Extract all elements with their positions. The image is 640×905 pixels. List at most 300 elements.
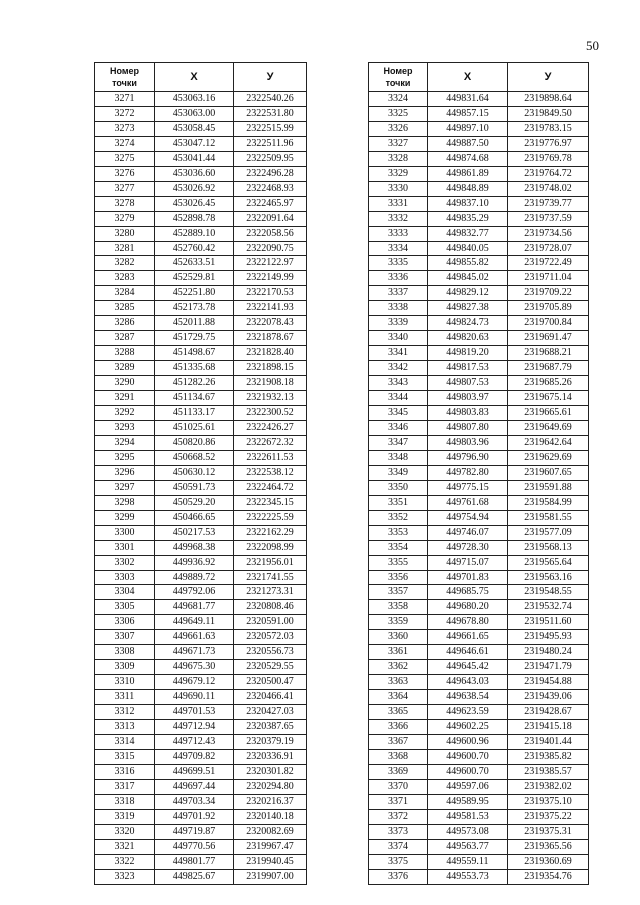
- y-coordinate-cell: 2320500.47: [234, 675, 307, 690]
- x-coordinate-cell: 449820.63: [428, 331, 508, 346]
- point-number-cell: 3371: [369, 794, 428, 809]
- x-coordinate-cell: 449746.07: [428, 525, 508, 540]
- x-coordinate-cell: 449597.06: [428, 779, 508, 794]
- y-coordinate-cell: 2319375.22: [508, 809, 589, 824]
- point-number-cell: 3298: [95, 495, 155, 510]
- table-row: [369, 630, 589, 645]
- y-coordinate-cell: 2319776.97: [508, 136, 589, 151]
- point-number-cell: 3285: [95, 301, 155, 316]
- point-number-cell: 3306: [95, 615, 155, 630]
- x-coordinate-cell: 449681.77: [155, 600, 234, 615]
- point-number-cell: 3368: [369, 749, 428, 764]
- table-row: [95, 480, 307, 495]
- x-coordinate-cell: 449848.89: [428, 181, 508, 196]
- table-row: [95, 809, 307, 824]
- y-coordinate-cell: 2319629.69: [508, 450, 589, 465]
- x-coordinate-cell: 452633.51: [155, 256, 234, 271]
- point-number-cell: 3293: [95, 420, 155, 435]
- table-row: [95, 600, 307, 615]
- table-row: [95, 779, 307, 794]
- x-coordinate-cell: 449661.65: [428, 630, 508, 645]
- table-row: [95, 510, 307, 525]
- table-row: [369, 585, 589, 600]
- y-coordinate-cell: 2319385.82: [508, 749, 589, 764]
- y-coordinate-cell: 2319675.14: [508, 391, 589, 406]
- table-row: [95, 794, 307, 809]
- x-coordinate-cell: 449819.20: [428, 346, 508, 361]
- x-coordinate-cell: 449712.43: [155, 734, 234, 749]
- y-coordinate-cell: 2321828.40: [234, 346, 307, 361]
- table-row: [95, 346, 307, 361]
- x-coordinate-cell: 452173.78: [155, 301, 234, 316]
- x-coordinate-cell: 449675.30: [155, 660, 234, 675]
- point-number-cell: 3333: [369, 226, 428, 241]
- point-number-cell: 3313: [95, 720, 155, 735]
- table-row: [369, 391, 589, 406]
- table-row: [95, 555, 307, 570]
- table-row: [369, 869, 589, 884]
- point-number-cell: 3297: [95, 480, 155, 495]
- y-coordinate-cell: 2321741.55: [234, 570, 307, 585]
- table-row: [95, 525, 307, 540]
- table-row: [369, 450, 589, 465]
- x-coordinate-cell: 451282.26: [155, 376, 234, 391]
- table-row: [95, 675, 307, 690]
- x-coordinate-cell: 449889.72: [155, 570, 234, 585]
- table-row: [95, 570, 307, 585]
- x-header: Х: [428, 63, 508, 92]
- point-number-cell: 3328: [369, 151, 428, 166]
- x-coordinate-cell: 449712.94: [155, 720, 234, 735]
- x-coordinate-cell: 449573.08: [428, 824, 508, 839]
- point-number-cell: 3288: [95, 346, 155, 361]
- table-row: [95, 166, 307, 181]
- y-coordinate-cell: 2320556.73: [234, 645, 307, 660]
- point-number-header-line1: Номер: [383, 66, 413, 76]
- x-coordinate-cell: 452011.88: [155, 316, 234, 331]
- point-number-cell: 3322: [95, 854, 155, 869]
- table-row: [95, 136, 307, 151]
- y-coordinate-cell: 2322090.75: [234, 241, 307, 256]
- x-coordinate-cell: 453058.45: [155, 121, 234, 136]
- y-coordinate-cell: 2322141.93: [234, 301, 307, 316]
- y-coordinate-cell: 2319783.15: [508, 121, 589, 136]
- y-coordinate-cell: 2320082.69: [234, 824, 307, 839]
- table-row: [369, 495, 589, 510]
- table-row: [369, 256, 589, 271]
- point-number-cell: 3332: [369, 211, 428, 226]
- y-coordinate-cell: 2322345.15: [234, 495, 307, 510]
- y-coordinate-cell: 2319581.55: [508, 510, 589, 525]
- table-row: [369, 540, 589, 555]
- x-coordinate-cell: 449701.83: [428, 570, 508, 585]
- x-coordinate-cell: 451729.75: [155, 331, 234, 346]
- table-header-row: [95, 63, 307, 92]
- x-coordinate-cell: 453041.44: [155, 151, 234, 166]
- x-coordinate-cell: 449581.53: [428, 809, 508, 824]
- point-number-cell: 3344: [369, 391, 428, 406]
- table-row: [95, 630, 307, 645]
- table-row: [369, 809, 589, 824]
- y-coordinate-cell: 2319375.10: [508, 794, 589, 809]
- point-number-cell: 3369: [369, 764, 428, 779]
- y-coordinate-cell: 2322122.97: [234, 256, 307, 271]
- point-number-cell: 3308: [95, 645, 155, 660]
- x-coordinate-cell: 453026.45: [155, 196, 234, 211]
- point-number-cell: 3331: [369, 196, 428, 211]
- point-number-cell: 3282: [95, 256, 155, 271]
- x-coordinate-cell: 451134.67: [155, 391, 234, 406]
- point-number-cell: 3356: [369, 570, 428, 585]
- table-row: [369, 600, 589, 615]
- y-coordinate-cell: 2321908.18: [234, 376, 307, 391]
- x-coordinate-cell: 449680.20: [428, 600, 508, 615]
- y-coordinate-cell: 2322511.96: [234, 136, 307, 151]
- x-coordinate-cell: 449861.89: [428, 166, 508, 181]
- y-coordinate-cell: 2319480.24: [508, 645, 589, 660]
- x-coordinate-cell: 449697.44: [155, 779, 234, 794]
- y-coordinate-cell: 2319565.64: [508, 555, 589, 570]
- x-coordinate-cell: 449803.96: [428, 435, 508, 450]
- x-coordinate-cell: 449831.64: [428, 92, 508, 107]
- x-coordinate-cell: 449832.77: [428, 226, 508, 241]
- x-coordinate-cell: 451025.61: [155, 420, 234, 435]
- y-coordinate-cell: 2320591.00: [234, 615, 307, 630]
- y-coordinate-cell: 2319688.21: [508, 346, 589, 361]
- table-row: [369, 271, 589, 286]
- x-coordinate-cell: 450668.52: [155, 450, 234, 465]
- x-coordinate-cell: 453063.16: [155, 92, 234, 107]
- x-coordinate-cell: 449559.11: [428, 854, 508, 869]
- table-row: [95, 196, 307, 211]
- point-number-cell: 3289: [95, 361, 155, 376]
- y-coordinate-cell: 2319739.77: [508, 196, 589, 211]
- y-coordinate-cell: 2320387.65: [234, 720, 307, 735]
- point-number-cell: 3373: [369, 824, 428, 839]
- y-coordinate-cell: 2319967.47: [234, 839, 307, 854]
- y-coordinate-cell: 2319665.61: [508, 406, 589, 421]
- table-row: [95, 211, 307, 226]
- point-number-cell: 3357: [369, 585, 428, 600]
- x-coordinate-cell: 450529.20: [155, 495, 234, 510]
- x-coordinate-cell: 449563.77: [428, 839, 508, 854]
- x-coordinate-cell: 449699.51: [155, 764, 234, 779]
- point-number-cell: 3305: [95, 600, 155, 615]
- x-coordinate-cell: 452760.42: [155, 241, 234, 256]
- y-coordinate-cell: 2319360.69: [508, 854, 589, 869]
- table-row: [369, 510, 589, 525]
- point-number-cell: 3316: [95, 764, 155, 779]
- point-number-cell: 3318: [95, 794, 155, 809]
- table-row: [369, 106, 589, 121]
- y-coordinate-cell: 2322672.32: [234, 435, 307, 450]
- y-coordinate-cell: 2320216.37: [234, 794, 307, 809]
- point-number-cell: 3341: [369, 346, 428, 361]
- y-coordinate-cell: 2319577.09: [508, 525, 589, 540]
- x-coordinate-cell: 449807.80: [428, 420, 508, 435]
- point-number-cell: 3290: [95, 376, 155, 391]
- x-coordinate-cell: 449855.82: [428, 256, 508, 271]
- x-coordinate-cell: 451498.67: [155, 346, 234, 361]
- table-row: [95, 301, 307, 316]
- table-row: [369, 465, 589, 480]
- point-number-cell: 3295: [95, 450, 155, 465]
- y-coordinate-cell: 2319439.06: [508, 690, 589, 705]
- table-row: [369, 555, 589, 570]
- point-number-header-line2: точки: [112, 78, 137, 88]
- point-number-cell: 3279: [95, 211, 155, 226]
- point-number-cell: 3349: [369, 465, 428, 480]
- table-row: [95, 256, 307, 271]
- y-coordinate-cell: 2319365.56: [508, 839, 589, 854]
- x-coordinate-cell: 451335.68: [155, 361, 234, 376]
- point-number-cell: 3342: [369, 361, 428, 376]
- y-coordinate-cell: 2319591.88: [508, 480, 589, 495]
- x-coordinate-cell: 449936.92: [155, 555, 234, 570]
- point-number-cell: 3334: [369, 241, 428, 256]
- table-row: [95, 376, 307, 391]
- x-coordinate-cell: 452889.10: [155, 226, 234, 241]
- x-coordinate-cell: 449671.73: [155, 645, 234, 660]
- x-coordinate-cell: 449857.15: [428, 106, 508, 121]
- point-number-cell: 3274: [95, 136, 155, 151]
- table-row: [95, 435, 307, 450]
- table-row: [95, 226, 307, 241]
- x-coordinate-cell: 449807.53: [428, 376, 508, 391]
- x-coordinate-cell: 449645.42: [428, 660, 508, 675]
- point-number-cell: 3337: [369, 286, 428, 301]
- y-coordinate-cell: 2319649.69: [508, 420, 589, 435]
- point-number-cell: 3275: [95, 151, 155, 166]
- y-coordinate-cell: 2320427.03: [234, 705, 307, 720]
- point-number-cell: 3354: [369, 540, 428, 555]
- point-number-cell: 3280: [95, 226, 155, 241]
- point-number-cell: 3366: [369, 720, 428, 735]
- y-coordinate-cell: 2322465.97: [234, 196, 307, 211]
- x-coordinate-cell: 449643.03: [428, 675, 508, 690]
- y-coordinate-cell: 2320294.80: [234, 779, 307, 794]
- table-row: [369, 480, 589, 495]
- y-coordinate-cell: 2321898.15: [234, 361, 307, 376]
- point-number-cell: 3281: [95, 241, 155, 256]
- x-coordinate-cell: 449840.05: [428, 241, 508, 256]
- table-row: [369, 226, 589, 241]
- point-number-cell: 3336: [369, 271, 428, 286]
- table-row: [95, 361, 307, 376]
- y-coordinate-cell: 2322225.59: [234, 510, 307, 525]
- x-coordinate-cell: 449801.77: [155, 854, 234, 869]
- table-row: [95, 286, 307, 301]
- table-row: [95, 106, 307, 121]
- y-coordinate-cell: 2322611.53: [234, 450, 307, 465]
- y-coordinate-cell: 2319354.76: [508, 869, 589, 884]
- y-coordinate-cell: 2322078.43: [234, 316, 307, 331]
- y-coordinate-cell: 2319415.18: [508, 720, 589, 735]
- x-coordinate-cell: 449646.61: [428, 645, 508, 660]
- table-row: [369, 570, 589, 585]
- x-coordinate-cell: 449897.10: [428, 121, 508, 136]
- point-number-header-line1: Номер: [109, 66, 140, 76]
- point-number-cell: 3273: [95, 121, 155, 136]
- table-row: [369, 645, 589, 660]
- x-coordinate-cell: 450591.73: [155, 480, 234, 495]
- y-coordinate-cell: 2320572.03: [234, 630, 307, 645]
- point-number-cell: 3355: [369, 555, 428, 570]
- y-coordinate-cell: 2320808.46: [234, 600, 307, 615]
- point-number-cell: 3343: [369, 376, 428, 391]
- y-coordinate-cell: 2320336.91: [234, 749, 307, 764]
- x-coordinate-cell: 453026.92: [155, 181, 234, 196]
- y-coordinate-cell: 2322464.72: [234, 480, 307, 495]
- x-coordinate-cell: 453036.60: [155, 166, 234, 181]
- table-row: [369, 241, 589, 256]
- y-coordinate-cell: 2319382.02: [508, 779, 589, 794]
- y-coordinate-cell: 2319737.59: [508, 211, 589, 226]
- y-coordinate-cell: 2319940.45: [234, 854, 307, 869]
- table-row: [95, 824, 307, 839]
- y-coordinate-cell: 2322531.80: [234, 106, 307, 121]
- y-coordinate-cell: 2319511.60: [508, 615, 589, 630]
- y-coordinate-cell: 2322162.29: [234, 525, 307, 540]
- table-row: [95, 869, 307, 884]
- point-number-cell: 3352: [369, 510, 428, 525]
- x-coordinate-cell: 449719.87: [155, 824, 234, 839]
- y-coordinate-cell: 2322540.26: [234, 92, 307, 107]
- table-row: [95, 271, 307, 286]
- y-coordinate-cell: 2322509.95: [234, 151, 307, 166]
- y-coordinate-cell: 2320466.41: [234, 690, 307, 705]
- table-row: [369, 720, 589, 735]
- table-row: [95, 92, 307, 107]
- y-coordinate-cell: 2319898.64: [508, 92, 589, 107]
- point-number-cell: 3359: [369, 615, 428, 630]
- y-coordinate-cell: 2319769.78: [508, 151, 589, 166]
- table-row: [369, 794, 589, 809]
- x-coordinate-cell: 449701.53: [155, 705, 234, 720]
- point-number-cell: 3299: [95, 510, 155, 525]
- table-row: [95, 660, 307, 675]
- table-row: [369, 615, 589, 630]
- x-coordinate-cell: 450820.86: [155, 435, 234, 450]
- y-coordinate-cell: 2319748.02: [508, 181, 589, 196]
- x-header: Х: [155, 63, 234, 92]
- table-row: [369, 301, 589, 316]
- x-coordinate-cell: 449690.11: [155, 690, 234, 705]
- y-coordinate-cell: 2322426.27: [234, 420, 307, 435]
- point-number-cell: 3361: [369, 645, 428, 660]
- table-row: [95, 690, 307, 705]
- x-coordinate-cell: 449827.38: [428, 301, 508, 316]
- x-coordinate-cell: 449679.12: [155, 675, 234, 690]
- x-coordinate-cell: 449825.67: [155, 869, 234, 884]
- table-row: [95, 151, 307, 166]
- table-row: [369, 136, 589, 151]
- y-header: У: [508, 63, 589, 92]
- x-coordinate-cell: 449775.15: [428, 480, 508, 495]
- y-coordinate-cell: 2319584.99: [508, 495, 589, 510]
- table-row: [369, 121, 589, 136]
- point-number-cell: 3362: [369, 660, 428, 675]
- table-row: [369, 824, 589, 839]
- y-coordinate-cell: 2319691.47: [508, 331, 589, 346]
- table-row: [369, 376, 589, 391]
- y-coordinate-cell: 2319849.50: [508, 106, 589, 121]
- point-number-cell: 3375: [369, 854, 428, 869]
- point-number-cell: 3302: [95, 555, 155, 570]
- point-number-cell: 3311: [95, 690, 155, 705]
- x-coordinate-cell: 449803.97: [428, 391, 508, 406]
- y-coordinate-cell: 2319401.44: [508, 734, 589, 749]
- x-coordinate-cell: 449829.12: [428, 286, 508, 301]
- x-coordinate-cell: 449701.92: [155, 809, 234, 824]
- y-coordinate-cell: 2322149.99: [234, 271, 307, 286]
- x-coordinate-cell: 449817.53: [428, 361, 508, 376]
- x-coordinate-cell: 449792.06: [155, 585, 234, 600]
- point-number-cell: 3338: [369, 301, 428, 316]
- x-coordinate-cell: 449589.95: [428, 794, 508, 809]
- y-coordinate-cell: 2322496.28: [234, 166, 307, 181]
- point-number-cell: 3325: [369, 106, 428, 121]
- table-row: [369, 779, 589, 794]
- point-number-cell: 3329: [369, 166, 428, 181]
- point-number-cell: 3324: [369, 92, 428, 107]
- x-coordinate-cell: 449874.68: [428, 151, 508, 166]
- table-row: [369, 346, 589, 361]
- y-coordinate-cell: 2319607.65: [508, 465, 589, 480]
- y-coordinate-cell: 2321273.31: [234, 585, 307, 600]
- x-coordinate-cell: 453047.12: [155, 136, 234, 151]
- table-row: [95, 854, 307, 869]
- x-coordinate-cell: 451133.17: [155, 406, 234, 421]
- table-row: [95, 615, 307, 630]
- y-coordinate-cell: 2322515.99: [234, 121, 307, 136]
- table-row: [95, 450, 307, 465]
- table-row: [369, 286, 589, 301]
- page-number: 50: [586, 38, 599, 53]
- point-number-cell: 3335: [369, 256, 428, 271]
- table-row: [95, 720, 307, 735]
- table-row: [95, 420, 307, 435]
- y-coordinate-cell: 2322300.52: [234, 406, 307, 421]
- point-number-cell: 3323: [95, 869, 155, 884]
- table-row: [369, 196, 589, 211]
- point-number-cell: 3309: [95, 660, 155, 675]
- y-coordinate-cell: 2319687.79: [508, 361, 589, 376]
- x-coordinate-cell: 449782.80: [428, 465, 508, 480]
- point-number-header: [369, 63, 428, 92]
- x-coordinate-cell: 449761.68: [428, 495, 508, 510]
- table-row: [369, 406, 589, 421]
- point-number-cell: 3351: [369, 495, 428, 510]
- x-coordinate-cell: 450630.12: [155, 465, 234, 480]
- table-row: [369, 749, 589, 764]
- table-row: [95, 839, 307, 854]
- table-row: [369, 181, 589, 196]
- table-row: [95, 391, 307, 406]
- x-coordinate-cell: 449600.96: [428, 734, 508, 749]
- table-row: [369, 660, 589, 675]
- x-coordinate-cell: 449887.50: [428, 136, 508, 151]
- y-coordinate-cell: 2319563.16: [508, 570, 589, 585]
- y-coordinate-cell: 2322170.53: [234, 286, 307, 301]
- point-number-cell: 3286: [95, 316, 155, 331]
- x-coordinate-cell: 449715.07: [428, 555, 508, 570]
- point-number-cell: 3372: [369, 809, 428, 824]
- x-coordinate-cell: 449728.30: [428, 540, 508, 555]
- y-coordinate-cell: 2320529.55: [234, 660, 307, 675]
- y-coordinate-cell: 2320301.82: [234, 764, 307, 779]
- table-row: [369, 211, 589, 226]
